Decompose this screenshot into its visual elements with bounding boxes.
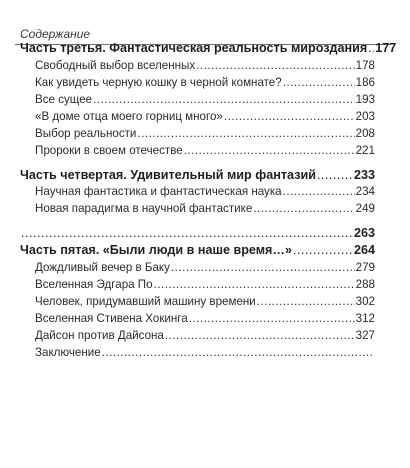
page-number: 302	[355, 295, 375, 308]
page-number: 249	[355, 202, 375, 215]
page-number: 234	[355, 185, 375, 198]
chapter-title: Научная фантастика и фантастическая наука	[35, 185, 282, 198]
toc-chapter	[35, 93, 375, 106]
toc-chapter	[35, 127, 375, 140]
toc-chapter	[35, 295, 375, 308]
toc-part-3	[20, 41, 397, 55]
page-number: 178	[355, 59, 375, 72]
toc-part-4	[20, 168, 375, 182]
leader-dots	[102, 346, 374, 359]
chapter-title: «В доме отца моего горниц много»	[35, 110, 223, 123]
leader-dots	[283, 76, 355, 89]
page-number: 193	[355, 93, 375, 106]
leader-dots	[253, 202, 354, 215]
chapter-title: Свободный выбор вселенных	[35, 59, 196, 72]
chapter-title: Дайсон против Дайсона	[35, 329, 164, 342]
leader-dots	[21, 226, 353, 240]
chapter-title: Вселенная Эдгара По	[35, 278, 153, 291]
toc-chapter	[35, 185, 375, 198]
toc-chapter	[35, 261, 375, 274]
page-number: 233	[353, 168, 375, 182]
chapter-title: Дождливый вечер в Баку	[35, 261, 170, 274]
part-title: Часть третья. Фантастическая реальность мироздания	[20, 41, 368, 55]
chapter-title: Пророки в своем отечестве	[35, 144, 183, 157]
page-number: 221	[355, 144, 375, 157]
page-number: 203	[355, 110, 375, 123]
page-number: 264	[353, 243, 375, 257]
toc-chapter	[35, 312, 375, 325]
page-number: 263	[353, 226, 375, 240]
chapter-title: Вселенная Стивена Хокинга	[35, 312, 188, 325]
part-title: Часть пятая. «Были люди в наше время…»	[20, 243, 293, 257]
page-number: 186	[355, 76, 375, 89]
toc-chapter	[35, 144, 375, 157]
leader-dots	[257, 295, 355, 308]
leader-dots	[93, 93, 355, 106]
leader-dots	[189, 312, 355, 325]
part-title: Часть четвертая. Удивительный мир фантазий	[20, 168, 316, 182]
toc-part-5-page-line	[20, 226, 375, 240]
leader-dots	[317, 168, 353, 182]
page-number: 312	[355, 312, 375, 325]
page-number: 327	[355, 329, 375, 342]
chapter-title: Как увидеть черную кошку в черной комнате?	[35, 76, 282, 89]
toc-chapter	[35, 76, 375, 89]
leader-dots	[137, 127, 354, 140]
toc-chapter	[35, 278, 375, 291]
page-number: 279	[355, 261, 375, 274]
leader-dots	[368, 41, 374, 55]
leader-dots	[165, 329, 355, 342]
page-number: 208	[355, 127, 375, 140]
toc-chapter	[35, 346, 375, 359]
leader-dots	[293, 243, 353, 257]
toc-chapter	[35, 110, 375, 123]
leader-dots	[154, 278, 355, 291]
toc-chapter	[35, 59, 375, 72]
chapter-title: Человек, придумавший машину времени	[35, 295, 256, 308]
toc-chapter	[35, 202, 375, 215]
chapter-title: Заключение	[35, 346, 101, 359]
toc-part-5	[20, 243, 375, 257]
chapter-title: Новая парадигма в научной фантастике	[35, 202, 253, 215]
leader-dots	[171, 261, 355, 274]
leader-dots	[283, 185, 355, 198]
page-number: 288	[355, 278, 375, 291]
toc-chapter	[35, 329, 375, 342]
leader-dots	[196, 59, 354, 72]
chapter-title: Выбор реальности	[35, 127, 137, 140]
page-number: 177	[375, 41, 397, 55]
leader-dots	[224, 110, 355, 123]
chapter-title: Все сущее	[35, 93, 93, 106]
leader-dots	[184, 144, 355, 157]
running-header: Содержание	[20, 27, 91, 41]
